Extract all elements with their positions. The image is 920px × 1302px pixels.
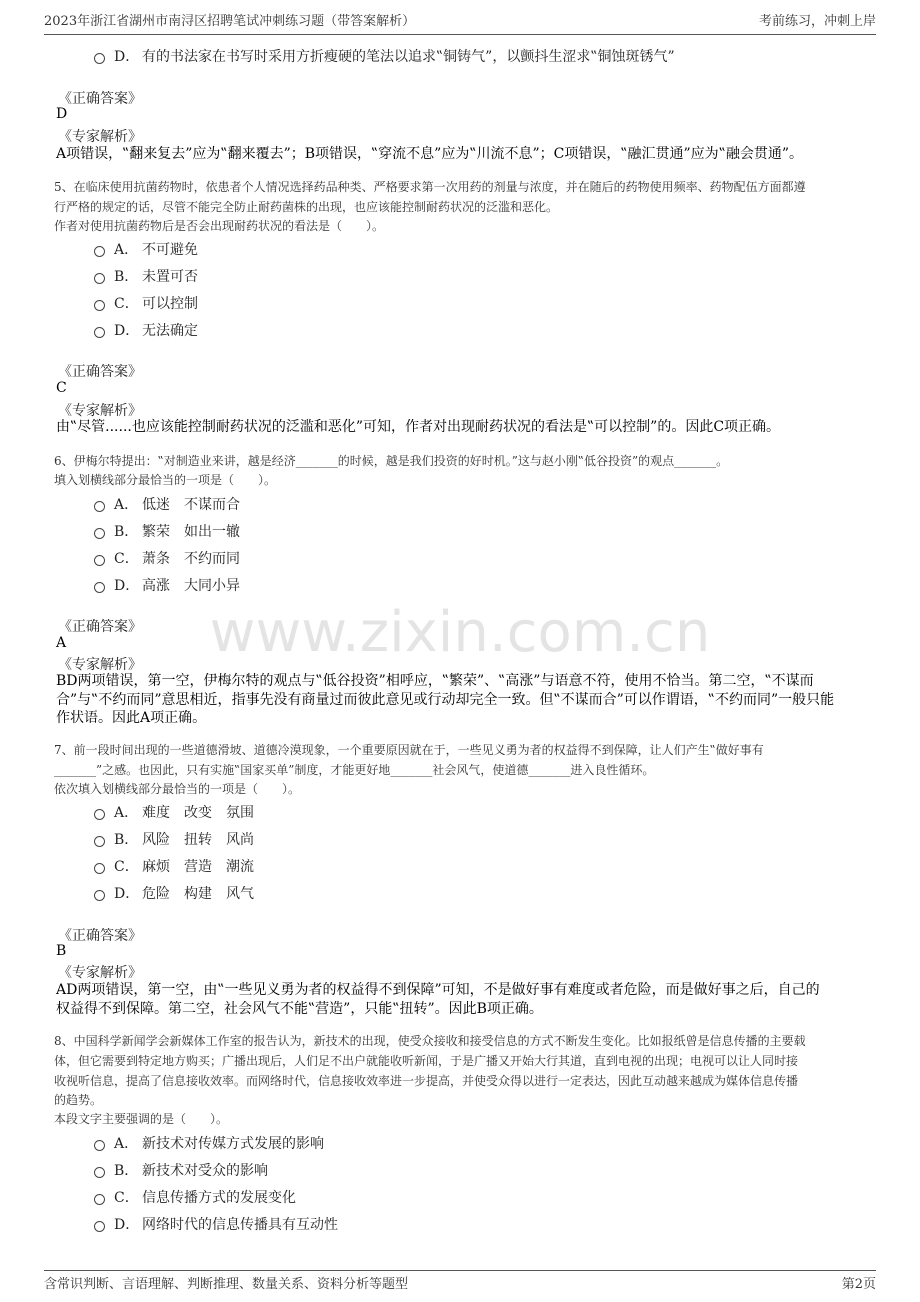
answer-label: 《正确答案》 — [58, 928, 142, 944]
q5-option-d[interactable] — [94, 320, 198, 340]
radio-icon[interactable] — [94, 300, 105, 311]
q8-stem-line: 8、中国科学新闻学会新媒体工作室的报告认为，新技术的出现，使受众接收和接受信息的方式不断发生变化。比如报纸曾是信息传播的主要载 — [54, 1034, 806, 1048]
option-letter: A． — [114, 242, 139, 258]
radio-icon[interactable] — [94, 53, 105, 64]
answer-label: 《正确答案》 — [58, 364, 142, 380]
radio-icon[interactable] — [94, 809, 105, 820]
radio-icon[interactable] — [94, 1167, 105, 1178]
analysis-label: 《专家解析》 — [58, 403, 142, 419]
q6-option-d[interactable] — [94, 575, 240, 595]
q8-stem-line: 收视听信息，提高了信息接收效率。而网络时代，信息接收效率进一步提高，并使受众得以进行一定表达，因此互动越来越成为媒体信息传播 — [54, 1074, 799, 1088]
q6-stem-line: 6、伊梅尔特提出：‟对制造业来讲，越是经济_______的时候，越是我们投资的好时机。”这与赵小刚‟低谷投资”的观点_______。 — [54, 454, 729, 468]
answer-label: 《正确答案》 — [58, 91, 142, 107]
answer-label: 《正确答案》 — [58, 619, 142, 635]
option-letter: C． — [114, 859, 139, 875]
option-text: 未置可否 — [142, 269, 198, 285]
analysis-label: 《专家解析》 — [58, 657, 142, 673]
analysis-line: 权益得不到保障。第二空，社会风气不能‟营造”，只能‟扭转”。因此B项正确。 — [56, 1000, 543, 1017]
radio-icon[interactable] — [94, 863, 105, 874]
option-letter: C． — [114, 1190, 139, 1206]
radio-icon[interactable] — [94, 273, 105, 284]
analysis-line: BD两项错误，第一空，伊梅尔特的观点与‟低谷投资”相呼应，‟繁荣”、‟高涨”与语意不符，使用不恰当。第二空，‟不谋而 — [56, 673, 814, 689]
radio-icon[interactable] — [94, 327, 105, 338]
page-header — [44, 10, 876, 35]
radio-icon[interactable] — [94, 1221, 105, 1232]
option-letter: B． — [114, 832, 139, 848]
q4-answer: D — [56, 106, 68, 122]
radio-icon[interactable] — [94, 1194, 105, 1205]
radio-icon[interactable] — [94, 528, 105, 539]
option-letter: A． — [114, 805, 139, 821]
option-text: 新技术对受众的影响 — [142, 1163, 268, 1179]
header-title: 2023年浙江省湖州市南浔区招聘笔试冲刺练习题（带答案解析） — [44, 14, 416, 29]
analysis-label: 《专家解析》 — [58, 129, 142, 145]
option-letter: A． — [114, 1136, 139, 1152]
radio-icon[interactable] — [94, 582, 105, 593]
q6-answer: A — [56, 635, 67, 651]
option-text: 风险 扭转 风尚 — [142, 832, 254, 848]
q4-option-d[interactable] — [94, 46, 675, 66]
option-text: 无法确定 — [142, 323, 198, 339]
q5-stem-line: 行严格的规定的话，尽管不能完全防止耐药菌株的出现，也应该能控制耐药状况的泛滥和恶化。 — [54, 200, 559, 214]
q8-stem-line: 本段文字主要强调的是（ ）。 — [54, 1112, 229, 1126]
option-letter: B． — [114, 1163, 139, 1179]
q8-option-c[interactable] — [94, 1187, 296, 1207]
option-text: 繁荣 如出一辙 — [142, 524, 240, 540]
radio-icon[interactable] — [94, 501, 105, 512]
option-text: 萧条 不约而同 — [142, 551, 240, 567]
option-text: 难度 改变 氛围 — [142, 805, 254, 821]
option-letter: D． — [114, 578, 140, 594]
option-text: 新技术对传媒方式发展的影响 — [142, 1136, 324, 1152]
radio-icon[interactable] — [94, 890, 105, 901]
analysis-line: 合”与‟不约而同”意思相近，指事先没有商量过而彼此意见或行动却完全一致。但‟不谋而合”可以作谓语，‟不约而同”一般只能 — [56, 691, 835, 708]
q6-option-b[interactable] — [94, 521, 240, 541]
q7-analysis — [56, 981, 868, 1018]
q5-stem-line: 作者对使用抗菌药物后是否会出现耐药状况的看法是（ ）。 — [54, 219, 385, 233]
radio-icon[interactable] — [94, 246, 105, 257]
option-text: 有的书法家在书写时采用方折瘦硬的笔法以追求‟铜铸气”，以颤抖生涩求‟铜蚀斑锈气” — [142, 49, 675, 65]
analysis-label: 《专家解析》 — [58, 965, 142, 981]
q7-stem-line: 依次填入划横线部分最恰当的一项是（ ）。 — [54, 782, 301, 796]
analysis-line: AD两项错误，第一空，由‟一些见义勇为者的权益得不到保障”可知，不是做好事有难度或者危险，而是做好事之后，自己的 — [56, 982, 820, 998]
q5-option-a[interactable] — [94, 239, 198, 259]
page-footer — [44, 1270, 876, 1292]
page-number: 第2页 — [841, 1277, 876, 1292]
option-text: 高涨 大同小异 — [142, 578, 240, 594]
q7-option-b[interactable] — [94, 829, 254, 849]
q8-option-b[interactable] — [94, 1160, 268, 1180]
radio-icon[interactable] — [94, 555, 105, 566]
radio-icon[interactable] — [94, 1140, 105, 1151]
q8-option-d[interactable] — [94, 1214, 338, 1234]
option-text: 网络时代的信息传播具有互动性 — [142, 1217, 338, 1233]
q5-option-c[interactable] — [94, 293, 198, 313]
option-letter: D． — [114, 49, 140, 65]
option-text: 不可避免 — [142, 242, 198, 258]
q7-stem-line: 7、前一段时间出现的一些道德滑坡、道德冷漠现象，一个重要原因就在于，一些见义勇为者的权益得不到保障，让人们产生‟做好事有 — [54, 743, 764, 757]
q8-stem-line: 的趋势。 — [54, 1093, 103, 1107]
option-letter: D． — [114, 1217, 140, 1233]
q5-analysis: 由‟尽管......也应该能控制耐药状况的泛滥和恶化”可知，作者对出现耐药状况的看法是‟可以控制”的。因此C项正确。 — [56, 419, 781, 435]
footer-note: 含常识判断、言语理解、判断推理、数量关系、资料分析等题型 — [44, 1277, 409, 1292]
option-text: 可以控制 — [142, 296, 198, 312]
option-text: 低迷 不谋而合 — [142, 497, 240, 513]
q8-stem-line: 体，但它需要到特定地方购买；广播出现后，人们足不出户就能收听新闻，于是广播又开始大行其道，直到电视的出现；电视可以让人同时接 — [54, 1054, 799, 1068]
watermark: www.zixin.com.cn — [209, 600, 711, 665]
option-letter: D． — [114, 886, 140, 902]
option-text: 危险 构建 风气 — [142, 886, 254, 902]
q7-option-a[interactable] — [94, 802, 254, 822]
q8-option-a[interactable] — [94, 1133, 324, 1153]
option-letter: B． — [114, 269, 139, 285]
option-text: 麻烦 营造 潮流 — [142, 859, 254, 875]
q7-option-d[interactable] — [94, 883, 254, 903]
q6-option-c[interactable] — [94, 548, 240, 568]
option-letter: C． — [114, 551, 139, 567]
radio-icon[interactable] — [94, 836, 105, 847]
option-letter: D． — [114, 323, 140, 339]
analysis-line: 作状语。因此A项正确。 — [56, 710, 207, 726]
q5-answer: C — [56, 380, 67, 396]
q6-analysis — [56, 672, 868, 728]
q5-option-b[interactable] — [94, 266, 198, 286]
option-text: 信息传播方式的发展变化 — [142, 1190, 296, 1206]
option-letter: B． — [114, 524, 139, 540]
q5-stem-line: 5、在临床使用抗菌药物时，依患者个人情况选择药品种类、严格要求第一次用药的剂量与浓度，并在随后的药物使用频率、药物配伍方面都遵 — [54, 180, 806, 194]
q4-analysis: A项错误，‟翻来复去”应为‟翻来覆去”；B项错误，‟穿流不息”应为‟川流不息”；C项错误，‟融汇贯通”应为‟融会贯通”。 — [56, 146, 803, 162]
q7-answer: B — [56, 943, 67, 959]
option-letter: C． — [114, 296, 139, 312]
header-slogan: 考前练习，冲刺上岸 — [758, 14, 876, 29]
q7-stem-line: _______”之感。也因此，只有实施‟国家买单”制度，才能更好地_______社会风气，使道德_______进入良性循环。 — [54, 763, 655, 777]
q6-option-a[interactable] — [94, 494, 240, 514]
option-letter: A． — [114, 497, 139, 513]
q6-stem-line: 填入划横线部分最恰当的一项是（ ）。 — [54, 473, 277, 487]
q7-option-c[interactable] — [94, 856, 254, 876]
